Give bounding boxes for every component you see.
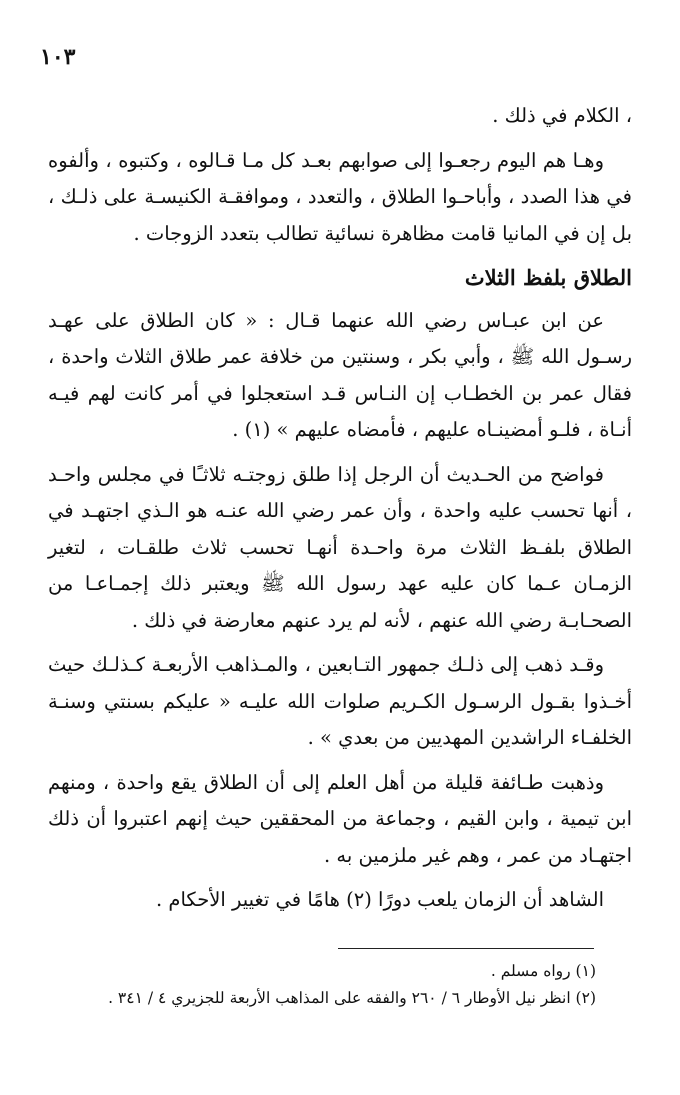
footnote: (١) رواه مسلم . (490, 962, 596, 980)
footnote: (٢) انظر نيل الأوطار ٦ / ٢٦٠ والفقه على المذاهب الأربعة للجزيري ٤ / ٣٤١ . (108, 989, 596, 1007)
section-heading: الطلاق بلفظ الثلاث (464, 265, 632, 290)
paragraph: الشاهد أن الزمان يلعب دورًا (٢) هامًا في تغيير الأحكام . (156, 888, 604, 911)
paragraph-continuation: ، الكلام في ذلك . (492, 104, 632, 127)
footnote-divider (338, 948, 594, 949)
page-number: ١٠٣ (40, 44, 76, 70)
paragraph: وقـد ذهب إلى ذلـك جمهور التـابعين ، والمـذاهب الأربعـة كـذلـك حيث أخـذوا بقـول الرسـول الكـريم صلوات الله عليـه « عليكم بسنتي وسنـة الخلفـاء الراشدين المهديين من بعدي » . (48, 653, 632, 749)
body-text (48, 98, 632, 927)
paragraph: فواضح من الحـديث أن الرجل إذا طلق زوجتـه ثلاثـًا في مجلس واحـد ، أنها تحسب عليه واحدة ، وأن عمر رضي الله عنـه هو الـذي اجتهـد في الطلاق بلفـظ الثلاث مرة واحـدة أنهـا تحسب ثلاث طلقـات ، لتغير الزمـان عـما كان عليه عهد رسول الله ﷺ ويعتبر ذلك إجمـاعـا من الصحـابـة رضي الله عنهم ، لأنه لم يرد عنهم معارضة في ذلك . (48, 462, 632, 632)
footnotes (60, 958, 596, 1012)
paragraph: وهـا هم اليوم رجعـوا إلى صوابهم بعـد كل مـا قـالوه ، وكتبوه ، وألفوه في هذا الصدد ، وأباحـوا الطلاق ، والتعدد ، وموافقـة الكنيسـة على ذلـك ، بل إن في المانيا قامت مظاهرة نسائية تطالب بتعدد الزوجات . (48, 148, 632, 245)
paragraph: وذهبت طـائفة قليلة من أهل العلم إلى أن الطلاق يقع واحدة ، ومنهم ابن تيمية ، وابن القيم ، وجماعة من المحققين حيث إنهم اعتبروا أن ذلك اجتهـاد من عمر ، وهم غير ملزمين به . (48, 770, 632, 867)
paragraph: عن ابن عبـاس رضي الله عنهما قـال : « كان الطلاق على عهـد رسـول الله ﷺ ، وأبي بكر ، وسنتين من خلافة عمر طلاق الثلاث واحدة ، فقال عمر بن الخطـاب إن النـاس قـد استعجلوا في أمر كانت لهم فيـه أنـاة ، فلـو أمضينـاه عليهم ، فأمضاه عليهم » (١) . (48, 308, 632, 441)
